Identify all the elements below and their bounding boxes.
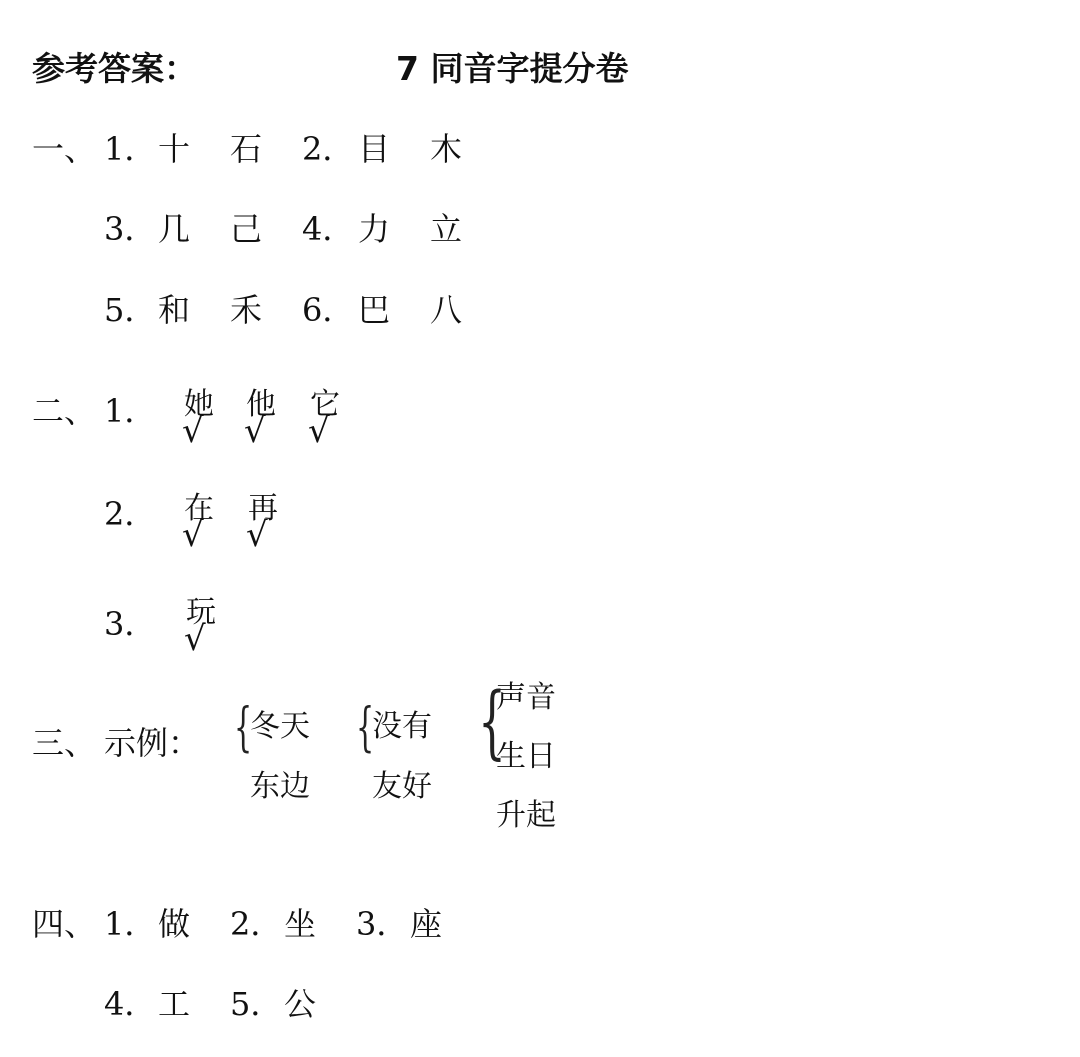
answer-char: 十 <box>158 130 191 168</box>
answer-word: 再 <box>248 491 278 526</box>
item-number: 1． <box>104 130 157 168</box>
answer-char: 禾 <box>230 291 263 329</box>
item-number: 2． <box>302 130 355 168</box>
answer-char: 石 <box>230 130 263 168</box>
example-word: 友好 <box>372 769 432 804</box>
check-mark-icon: √ <box>244 411 266 451</box>
item-number: 5． <box>230 985 283 1023</box>
answer-word: 在 <box>184 491 214 526</box>
answer-char: 巴 <box>358 291 391 329</box>
answer-char: 几 <box>158 210 191 248</box>
answer-char: 和 <box>158 291 191 329</box>
answer-char: 立 <box>430 210 463 248</box>
check-mark-icon: √ <box>246 515 268 555</box>
answer-key-title: 参考答案： <box>32 49 197 88</box>
item-number: 2． <box>104 495 157 533</box>
item-number: 1． <box>104 392 157 430</box>
item-number: 3． <box>356 905 409 943</box>
section-1-label: 一、 <box>32 130 97 168</box>
section-3-label: 三、 <box>32 724 97 762</box>
left-brace-icon: { <box>356 698 375 758</box>
item-number: 2． <box>230 905 283 943</box>
left-brace-icon: { <box>234 698 253 758</box>
answer-char: 目 <box>358 130 391 168</box>
item-number: 5． <box>104 291 157 329</box>
answer-word: 他 <box>246 387 276 422</box>
answer-char: 坐 <box>284 905 317 943</box>
paper-title: 7 同音字提分卷 <box>396 49 629 88</box>
item-number: 4． <box>302 210 355 248</box>
example-prefix: 示例： <box>104 724 201 762</box>
item-number: 3． <box>104 605 157 643</box>
example-word: 冬天 <box>250 709 310 744</box>
item-number: 1． <box>104 905 157 943</box>
example-word: 生日 <box>496 739 556 774</box>
left-brace-icon: { <box>478 675 506 768</box>
answer-word: 它 <box>310 387 340 422</box>
example-word: 升起 <box>496 798 556 833</box>
item-number: 4． <box>104 985 157 1023</box>
answer-char: 座 <box>410 905 443 943</box>
item-number: 6． <box>302 291 355 329</box>
check-mark-icon: √ <box>184 619 206 659</box>
section-4-label: 四、 <box>32 905 97 943</box>
answer-char: 工 <box>158 985 191 1023</box>
answer-word: 玩 <box>186 595 216 630</box>
example-word: 东边 <box>250 769 310 804</box>
answer-char: 己 <box>230 210 263 248</box>
example-word: 声音 <box>496 680 556 715</box>
answer-char: 做 <box>158 905 191 943</box>
answer-char: 力 <box>358 210 391 248</box>
check-mark-icon: √ <box>182 411 204 451</box>
check-mark-icon: √ <box>308 411 330 451</box>
item-number: 3． <box>104 210 157 248</box>
answer-char: 八 <box>430 291 463 329</box>
answer-char: 木 <box>430 130 463 168</box>
section-2-label: 二、 <box>32 392 97 430</box>
answer-char: 公 <box>284 985 317 1023</box>
check-mark-icon: √ <box>182 515 204 555</box>
answer-word: 她 <box>184 387 214 422</box>
example-word: 没有 <box>372 709 432 744</box>
